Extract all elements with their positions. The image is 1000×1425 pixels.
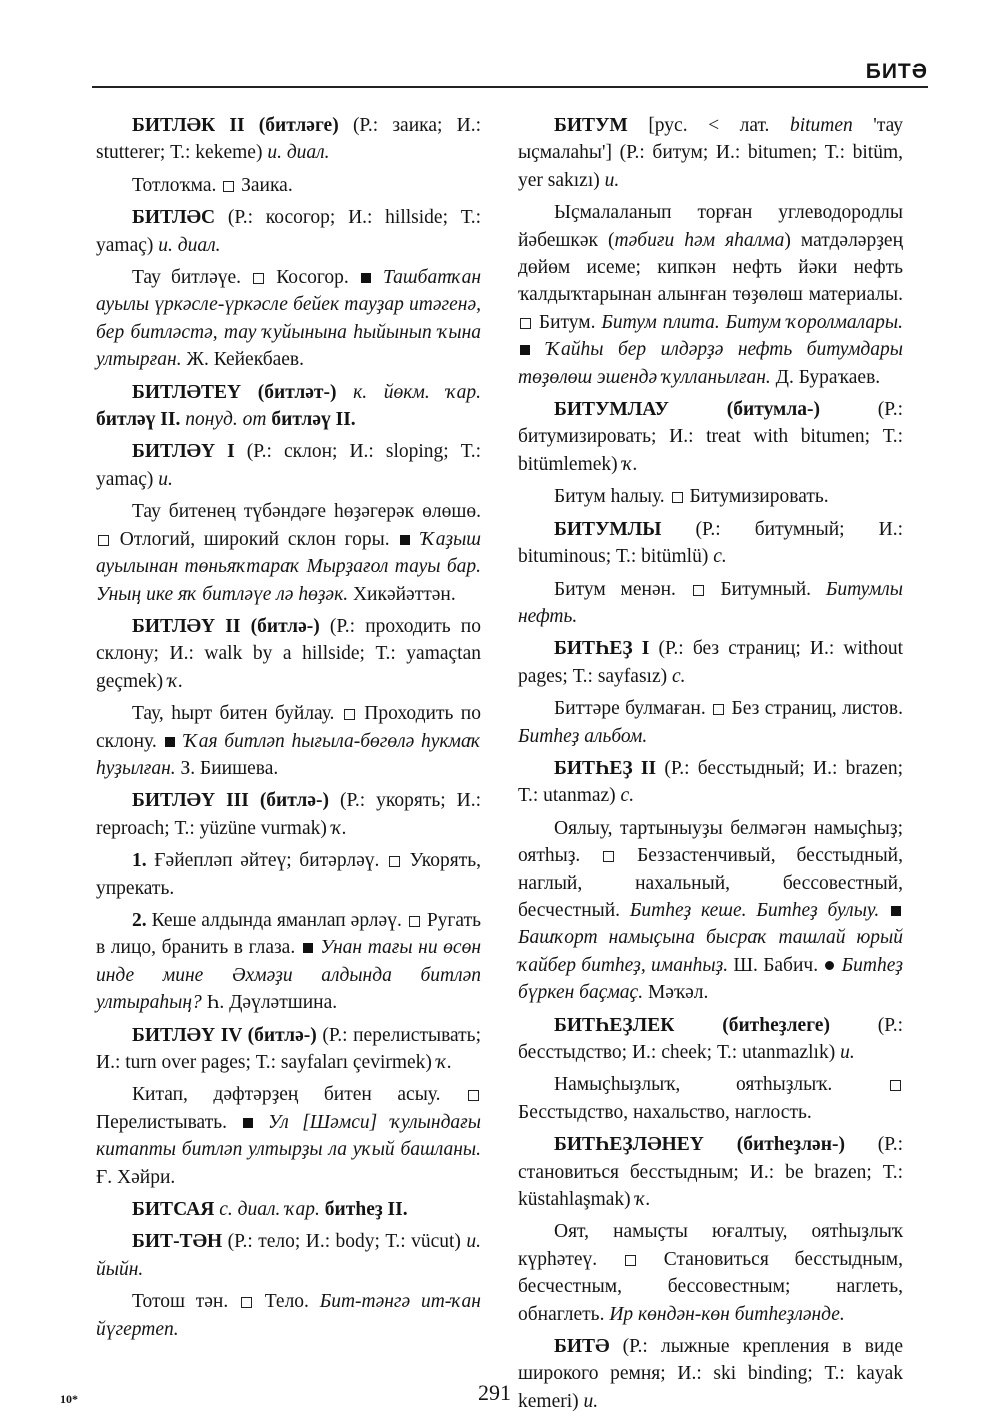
dictionary-entry [518, 695, 903, 750]
entry-text: (Р.: лыжные крепления в виде широкого ремня; И.: ski binding; Т.: kayak kemeri) [518, 1336, 903, 1412]
entry-text: (Р.: без страниц; И.: without pages; Т.: sayfasız) [518, 638, 904, 687]
dictionary-entry [96, 787, 481, 842]
white-square-icon [890, 1080, 901, 1091]
dictionary-entry [518, 396, 903, 478]
entry-text: Отлогий, широкий склон горы. [111, 528, 399, 550]
headword: БИТУМ [554, 115, 628, 136]
white-square-icon [241, 1297, 252, 1308]
headword: битләү II. [96, 409, 181, 431]
dictionary-entry [96, 379, 481, 434]
entry-text: Беззастенчивый, бесстыдный, наглый, нахальный, бессовестный, бесчестный. [518, 845, 903, 921]
italic-text: Ҡайһы бер илдәрҙә нефть битумдары төҙөлөш эшендә ҡулланылған. [518, 339, 903, 388]
dictionary-entry [96, 1228, 481, 1283]
entry-text: (Р.: бесстыдство; И.: cheek; Т.: utanmazlık) [518, 1014, 903, 1063]
white-square-icon [468, 1090, 479, 1101]
dictionary-entry [96, 1081, 481, 1191]
white-square-icon [253, 273, 264, 284]
entry-text: Ыҫмалаланып торған углеводородлы йәбешкәк ( [518, 202, 903, 251]
italic-text: Башҡорт намыҫына бысраҡ ташлай юрый ҡайбер битһеҙ, иманһыҙ. [518, 927, 903, 976]
dictionary-entry [96, 700, 481, 782]
dictionary-entry [518, 1333, 903, 1415]
bullet-icon [825, 961, 834, 970]
black-square-icon [400, 535, 410, 545]
entry-text: ) матдәләрҙең дөйөм исеме; кипкән нефть йәки нефть ҡалдыҡтарынан алынған төҙөлөш материалы. [518, 229, 903, 306]
entry-text: Перелистывать. [96, 1111, 241, 1133]
italic-text: и. диал. [267, 142, 330, 164]
italic-text: Битһеҙ кеше. Битһеҙ булыу. [629, 899, 880, 921]
right-column [518, 112, 903, 1420]
italic-text: с. [672, 665, 686, 687]
headword: БИТЛӘҮ II (битлә-) [132, 615, 320, 637]
printer-signature: 10* [60, 1392, 78, 1406]
entry-text: Ғәйепләп әйтеү; битәрләү. [146, 850, 387, 872]
entry-text: (Р.: битумизировать; И.: treat with bitumen; Т.: bitümlemek) [518, 399, 903, 475]
entry-text: (Р.: косогор; И.: hillside; Т.: yamaç) [96, 207, 481, 256]
white-square-icon [672, 492, 683, 503]
italic-text: Бит-тәнгә ит-ҡан йүгертеп. [96, 1291, 481, 1340]
italic-text: Ир көндән-көн битһеҙләнде. [609, 1303, 845, 1325]
entry-text: Д. Бураҡаев. [770, 366, 881, 388]
headword: БИТУМЛАУ (битумла-) [554, 399, 821, 421]
white-square-icon [713, 704, 724, 715]
left-column [96, 112, 481, 1348]
dictionary-entry [518, 1071, 903, 1126]
entry-text: Становиться бесстыдным, бесчестным, бессовестным; наглеть, обнаглеть. [518, 1248, 903, 1325]
italic-text: к. йөкм. ҡар. [336, 381, 481, 403]
headword: БИТҺЕҘЛЕК (битһеҙлеге) [554, 1014, 830, 1036]
entry-text: 'тау ыҫмалаһы'] (Р.: битум; И.: bitumen; Т.: bitüm, yer sakızı) [518, 115, 903, 191]
entry-text: Тело. [253, 1291, 320, 1313]
dictionary-entry [96, 613, 481, 695]
headword: БИТЛӘҮ III (битлә-) [132, 790, 329, 812]
dictionary-entry [518, 1218, 903, 1328]
dictionary-entry [518, 576, 903, 631]
entry-text: Намыҫһыҙлыҡ, оятһыҙлыҡ. [554, 1074, 888, 1096]
italic-text: понуд. от [180, 409, 272, 431]
italic-text: Битум плита. Битум ҡоролмалары. [601, 311, 903, 333]
entry-text: Тотош тән. [132, 1291, 239, 1313]
headword: БИТЛӘС [132, 207, 216, 229]
italic-text: Битумлы нефть. [518, 578, 903, 627]
black-square-icon [361, 273, 371, 283]
entry-text: Ж. Кейекбаев. [181, 349, 305, 371]
black-square-icon [891, 906, 901, 916]
entry-text: Тау битенең түбәндәге һөҙәгерәк өлөшө. [132, 501, 481, 523]
dictionary-entry [96, 112, 481, 167]
entry-text: Тау, һырт битен буйлау. [132, 703, 342, 725]
entry-text: Укорять, упрекать. [96, 850, 481, 899]
headword: БИТҺЕҘ I [554, 638, 650, 660]
entry-text: Битумный. [705, 578, 826, 600]
italic-text: с. [620, 785, 635, 807]
entry-text: Битумизировать. [684, 486, 829, 508]
entry-text: Ругать в лицо, бранить в глаза. [96, 909, 481, 959]
entry-text: Тотлоҡма. [132, 174, 222, 196]
black-square-icon [520, 345, 530, 355]
white-square-icon [603, 851, 614, 862]
entry-text: Битум менән. [554, 578, 691, 600]
italic-text: с. диал. ҡар. [214, 1199, 325, 1221]
entry-text: Һ. Дәүләтшина. [201, 992, 338, 1014]
black-square-icon [243, 1118, 253, 1128]
dictionary-entry [96, 438, 481, 493]
entry-text: (Р.: бесстыдный; И.: brazen; Т.: utanmaz) [518, 757, 904, 807]
black-square-icon [165, 737, 175, 747]
entry-text: (Р.: тело; И.: body; Т.: vücut) [222, 1231, 467, 1253]
headword: БИТЛӘҮ IV (битлә-) [132, 1024, 317, 1046]
italic-text: тәбиғи һәм яһалма [614, 229, 785, 251]
entry-text: Косогор. [266, 267, 359, 289]
white-square-icon [344, 709, 355, 720]
entry-text: З. Биишева. [175, 757, 279, 779]
entry-text: Тау битләүе. [132, 267, 252, 289]
headword: БИТЛӘҮ I [132, 441, 235, 463]
entry-text: (Р.: перелистывать; И.: turn over pages; Т.: sayfaları çevirmek) [96, 1024, 481, 1073]
entry-text: Китап, дәфтәрҙең битен асыу. [132, 1084, 466, 1106]
entry-text [879, 900, 889, 921]
italic-text: Унан тағы ни өсөн инде мине Әхмәҙи алдында битләп ултыраһың? [96, 937, 481, 1014]
italic-text: и. йыйн. [96, 1231, 481, 1280]
entry-text: Заика. [236, 174, 293, 196]
italic-text: и. [158, 468, 173, 490]
entry-text: Ш. Бабич. [728, 954, 824, 976]
italic-text: и. диал. [158, 234, 221, 256]
white-square-icon [520, 318, 531, 329]
dictionary-entry [518, 815, 903, 1007]
entry-text: [рус. < лат. [627, 115, 790, 136]
headword: битләү II. [271, 409, 356, 431]
dictionary-entry [96, 1288, 481, 1343]
italic-text: и. [604, 169, 620, 191]
entry-text: Мәҡәл. [643, 982, 709, 1004]
headword: БИТ-ТӘН [132, 1231, 223, 1253]
headword: 1. [132, 850, 147, 872]
dictionary-entry [518, 516, 903, 571]
italic-text: Ташбатҡан ауылы үркәсле-үркәсле бейек тауҙар итәгенә, бер битләстә, тау ҡуйынына һыйынып ҡына ултырған. [96, 267, 481, 371]
entry-text: (Р.: проходить по склону; И.: walk by a hillside; Т.: yamaçtan geçmek) [96, 615, 481, 692]
white-square-icon [389, 856, 400, 867]
entry-text: Битум. [533, 311, 602, 333]
entry-text: (Р.: становиться бесстыдным; И.: be brazen; Т.: küstahlaşmak) [518, 1134, 903, 1211]
headword: 2. [132, 909, 147, 931]
headword: БИТҺЕҘЛӘНЕҮ (битһеҙлән-) [554, 1134, 845, 1156]
dictionary-entry [96, 907, 481, 1017]
entry-text: Оялыу, тартыныуҙы белмәгән намыҫһыҙ; оятһыҙ. [518, 817, 903, 867]
italic-text: ҡ. [622, 453, 638, 475]
headword: БИТСАЯ [132, 1199, 215, 1221]
white-square-icon [693, 585, 704, 596]
dictionary-entry [96, 204, 481, 259]
headword: битһеҙ II. [324, 1199, 408, 1221]
italic-text: Ҡаҙыш ауылынан төньяҡтараҡ Мырҙағол тауы бар. Уның ике яҡ битләүе лә һөҙәк. [96, 528, 481, 605]
dictionary-entry [96, 172, 481, 199]
entry-text: Битум һалыу. [554, 486, 670, 508]
italic-text: и. [583, 1390, 599, 1412]
italic-text: Битһеҙ бүркен баҫмаҫ. [518, 954, 903, 1004]
entry-text: (Р.: укорять; И.: reproach; Т.: yüzüne vurmak) [96, 790, 481, 839]
dictionary-entry [96, 498, 481, 608]
headword: БИТӘ [554, 1336, 610, 1358]
white-square-icon [409, 916, 420, 927]
italic-text: ҡ. [168, 670, 184, 692]
italic-text: Ҡая битләп һығыла-бөгөлә һукмаҡ һуҙылған. [96, 730, 482, 779]
header-rule [92, 86, 928, 88]
headword: БИТЛӘК II (битләге) [132, 115, 339, 136]
white-square-icon [625, 1255, 636, 1266]
entry-text: Проходить по склону. [96, 703, 481, 752]
dictionary-entry [518, 635, 903, 690]
italic-text: и. [840, 1042, 855, 1063]
headword: БИТУМЛЫ [554, 518, 662, 540]
italic-text: ҡ. [635, 1189, 651, 1211]
entry-text: (Р.: склон; И.: sloping; Т.: yamaç) [96, 441, 481, 490]
entry-text: Оят, намыҫты юғалтыу, оятһыҙлыҡ күрһәтеү. [518, 1221, 903, 1270]
running-head: БИТӘ [865, 60, 928, 83]
italic-text: bitumen [789, 115, 853, 136]
entry-text: (Р.: битумный; И.: bituminous; Т.: bitümlü) [518, 518, 903, 568]
headword: БИТҺЕҘ II [554, 757, 657, 779]
italic-text: с. [713, 546, 727, 568]
white-square-icon [98, 535, 109, 546]
dictionary-entry [96, 847, 481, 902]
entry-text: Хикәйәттән. [348, 583, 456, 605]
dictionary-entry [518, 1131, 903, 1213]
dictionary-entry [96, 1022, 481, 1077]
headword: БИТЛӘТЕҮ (битләт-) [132, 381, 337, 403]
entry-text: Кеше алдында яманлап әрләү. [146, 909, 407, 931]
dictionary-entry [518, 483, 903, 510]
entry-text: Биттәре булмаған. [554, 698, 712, 720]
dictionary-entry [518, 1012, 903, 1067]
dictionary-entry [96, 264, 481, 374]
italic-text: ҡ. [331, 817, 347, 839]
entry-text: Бесстыдство, нахальство, наглость. [518, 1101, 812, 1123]
dictionary-entry [518, 755, 903, 810]
italic-text: Ул [Шәмси] ҡулындағы китапты битләп ултырҙы ла уҡый башланы. [96, 1111, 481, 1161]
dictionary-entry [96, 1196, 481, 1223]
black-square-icon [303, 943, 313, 953]
italic-text: Битһеҙ альбом. [518, 725, 648, 747]
dictionary-entry [518, 199, 903, 391]
italic-text: ҡ. [436, 1052, 452, 1073]
entry-text: Ғ. Хәйри. [96, 1166, 176, 1188]
dictionary-entry [518, 112, 903, 194]
white-square-icon [223, 181, 234, 192]
page-number: 291 [478, 1380, 511, 1405]
entry-text: Без страниц, листов. [726, 698, 903, 720]
entry-text: (Р.: заика; И.: stutterer; Т.: kekeme) [96, 115, 481, 164]
